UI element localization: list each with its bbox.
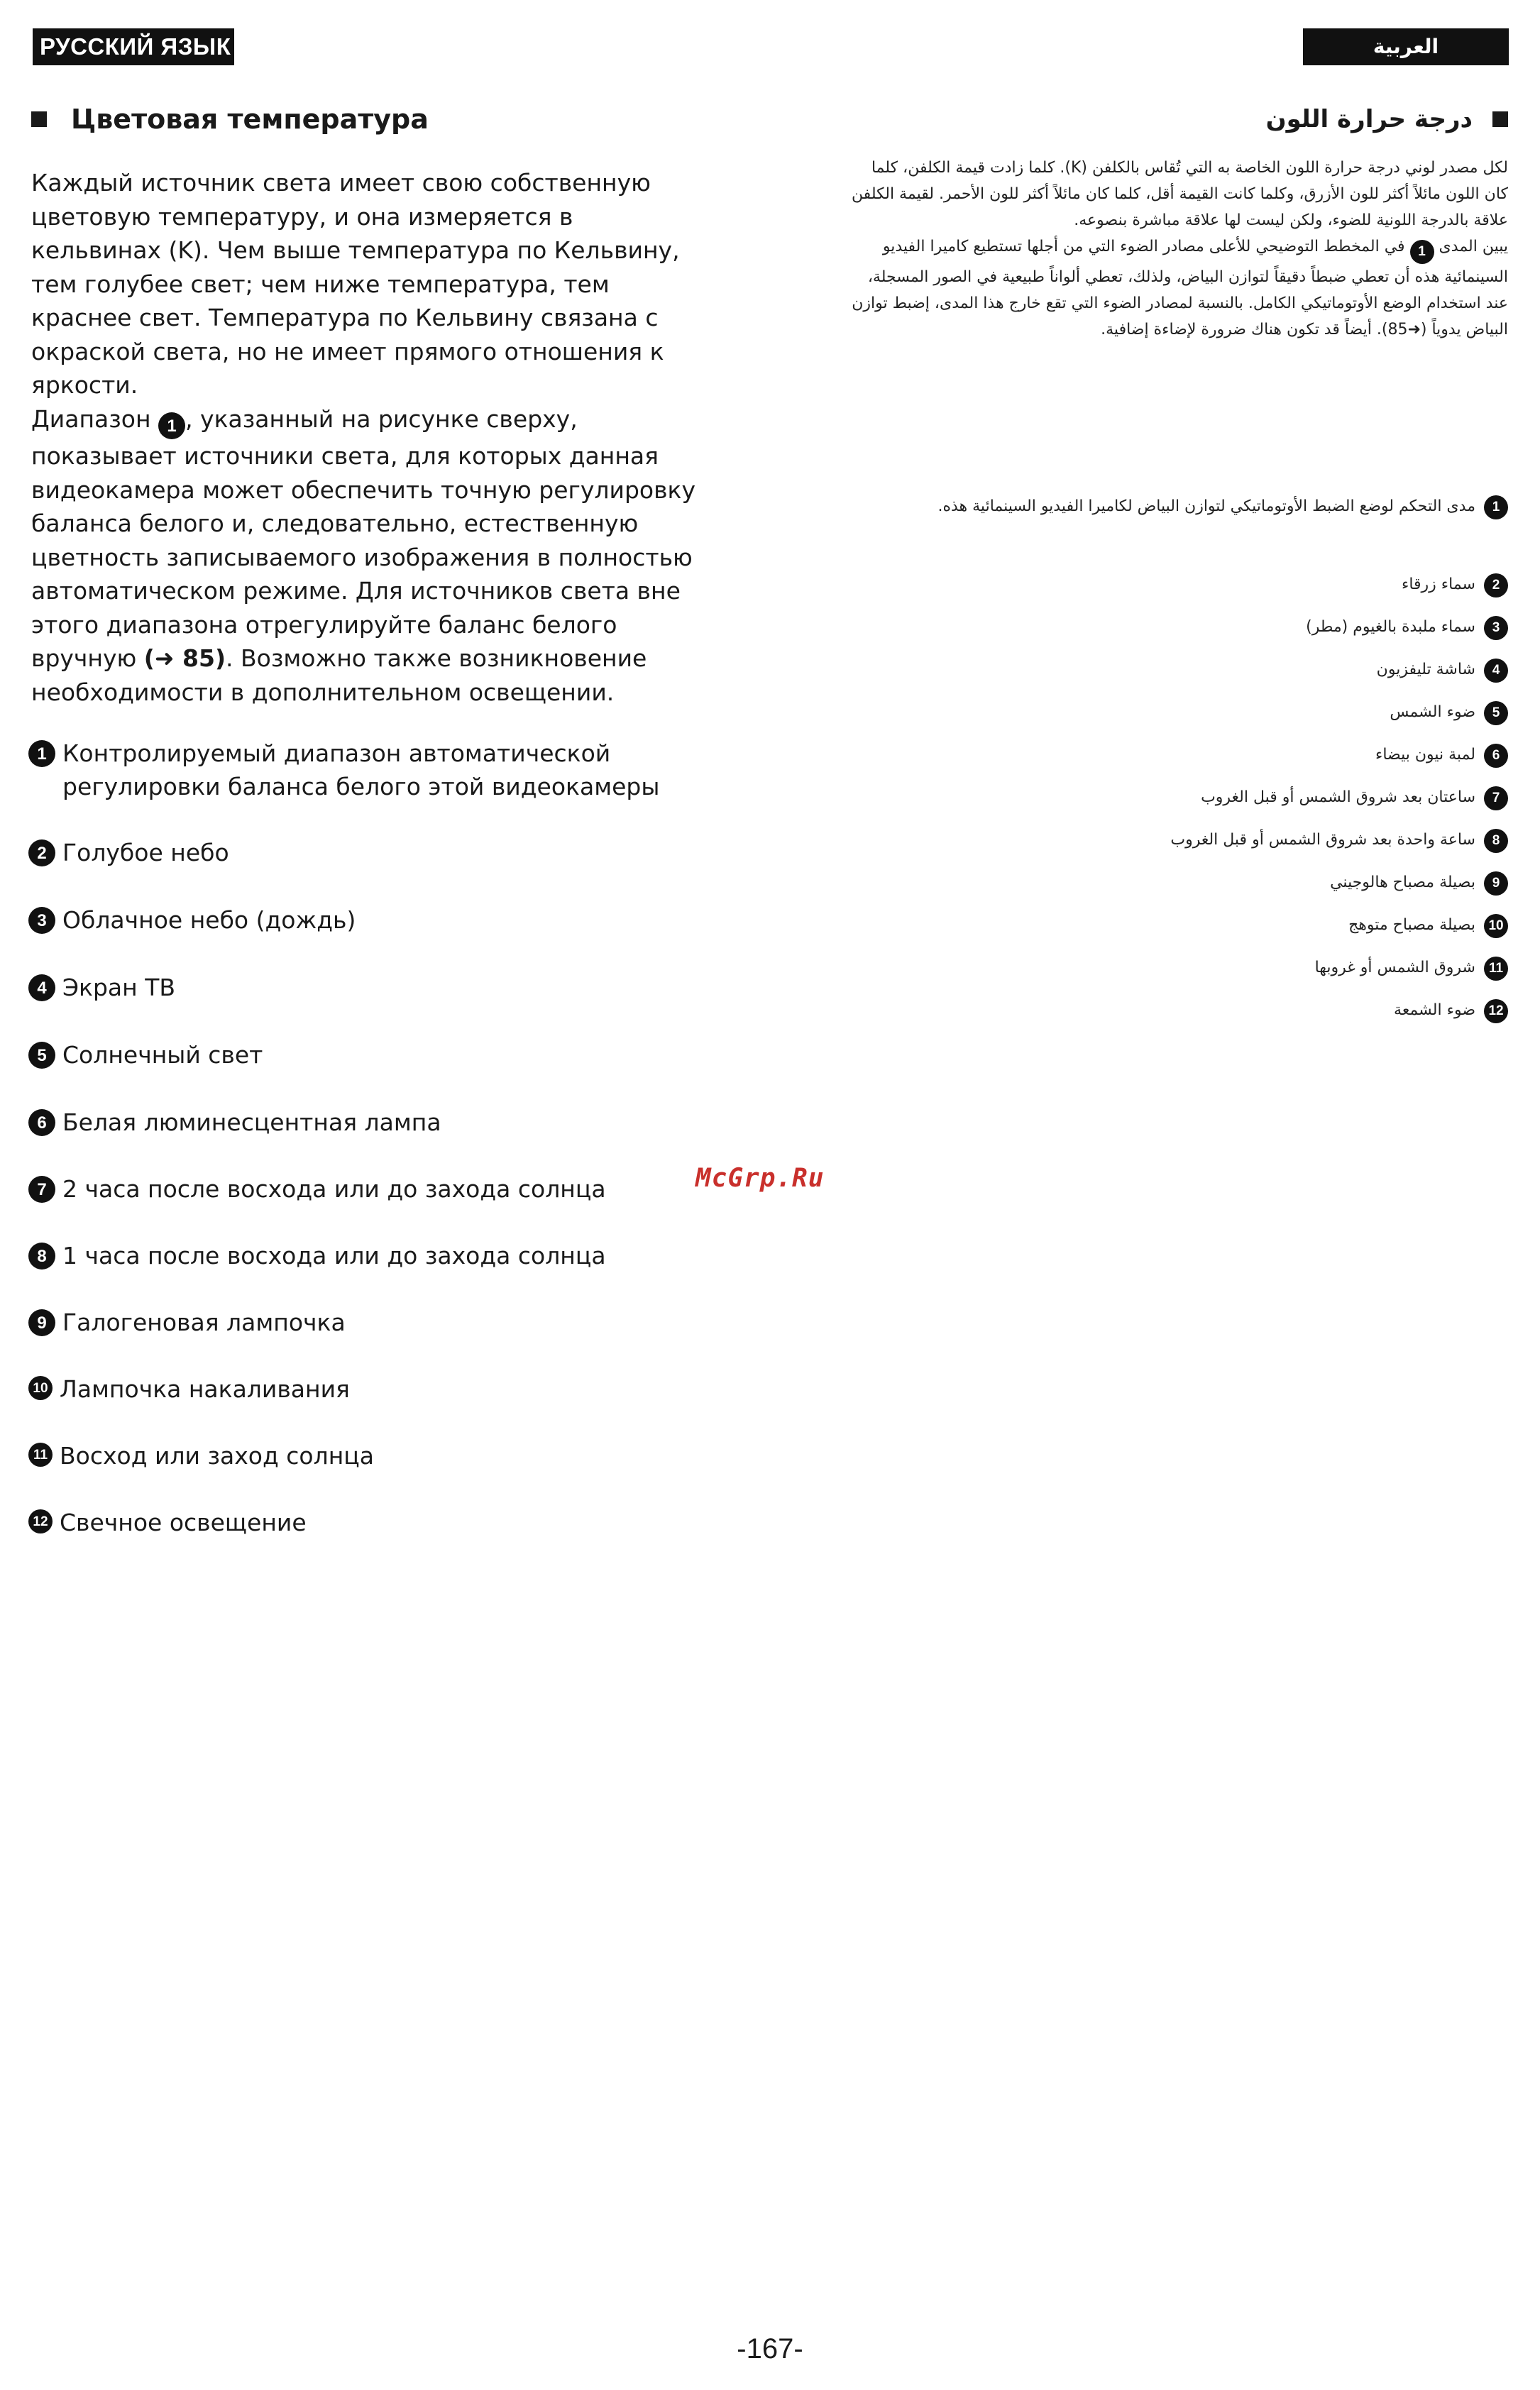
paragraph-2-start-ar: يبين المدى	[1434, 238, 1508, 255]
number-6-icon: 6	[1484, 744, 1508, 768]
paragraph-2-end: . Возможно также возникновение необходимости в дополнительном освещении.	[31, 644, 647, 706]
number-11-icon: 11	[1484, 957, 1508, 981]
list-item	[845, 657, 1508, 683]
number-4-icon: 4	[1484, 659, 1508, 683]
list-item	[28, 1439, 710, 1472]
list-item	[28, 903, 710, 937]
list-item	[28, 1172, 710, 1206]
list-item	[28, 1239, 710, 1272]
paragraph-1-ar: لكل مصدر لوني درجة حرارة اللون الخاصة به التي تُقاس بالكلفن (K). كلما زادت قيمة الكلفن، كلما كان اللون مائلاً أكثر للون الأزرق، وكلما كانت القيمة أقل، كلما كان مائلاً أكثر للون الأحمر. لقيمة الكلفن علاقة بالدرجة اللونية للضوء، ولكن ليست لها علاقة مباشرة بنصوعه.	[851, 159, 1508, 229]
list-item-text: ساعة واحدة بعد شروق الشمس أو قبل الغروب	[1170, 831, 1475, 849]
section-title-ru	[31, 99, 705, 139]
page-reference: (➜ 85)	[143, 644, 226, 673]
number-9-icon: 9	[28, 1309, 55, 1336]
list-item	[28, 1506, 710, 1539]
paragraph-2-end-ar: في المخطط التوضيحي للأعلى مصادر الضوء التي من أجلها تستطيع كاميرا الفيديو السينمائية هذه أن تعطي ضبطاً دقيقاً لتوازن البياض، ولذلك، تعطي ألواناً طبيعية في الصور المسجلة، عند استخدام الوضع الأوتوماتيكي الكامل. بالنسبة لمصادر الضوء التي تقع خارج هذا المدى، إضبط توازن البياض يدوياً (➜85). أيضاً قد تكون هناك ضرورة لإضاءة إضافية.	[852, 238, 1508, 338]
list-item-text: شروق الشمس أو غروبها	[1314, 959, 1475, 976]
list-item	[28, 1038, 710, 1072]
number-10-icon: 10	[1484, 914, 1508, 938]
number-7-icon: 7	[1484, 786, 1508, 810]
list-item	[845, 913, 1508, 938]
list-item-text: Голубое небо	[62, 839, 229, 866]
marker-1-icon: 1	[1410, 240, 1434, 264]
list-item-text: بصيلة مصباح متوهج	[1348, 916, 1475, 934]
list-item	[845, 955, 1508, 981]
number-12-icon: 12	[28, 1509, 53, 1533]
number-5-icon: 5	[1484, 701, 1508, 725]
section-title-ru-text: Цветовая температура	[71, 104, 429, 135]
list-item-text: Облачное небо (дождь)	[62, 906, 356, 934]
list-item	[28, 971, 710, 1004]
number-4-icon: 4	[28, 974, 55, 1001]
bullet-square-icon	[1492, 111, 1508, 127]
list-item-text: 2 часа после восхода или до захода солнца	[62, 1175, 606, 1203]
number-8-icon: 8	[1484, 829, 1508, 853]
list-item-text: Экран ТВ	[62, 974, 176, 1001]
list-item	[845, 870, 1508, 896]
number-3-icon: 3	[1484, 616, 1508, 640]
list-item-text: ضوء الشمس	[1390, 703, 1475, 721]
page-number: -167-	[737, 2333, 803, 2364]
list-item-text: Галогеновая лампочка	[62, 1309, 346, 1336]
paragraph-2-ru	[31, 402, 705, 710]
list-item	[28, 1372, 710, 1406]
number-9-icon: 9	[1484, 871, 1508, 896]
list-item	[28, 1106, 710, 1139]
arabic-column	[845, 99, 1508, 343]
list-item	[28, 836, 710, 869]
list-item-text: Свечное освещение	[60, 1509, 307, 1536]
bullet-square-icon	[31, 111, 47, 127]
list-item-text: Лампочка накаливания	[60, 1375, 350, 1403]
list-item	[845, 998, 1508, 1023]
number-5-icon: 5	[28, 1042, 55, 1069]
list-item-text: Контролируемый диапазон автоматической регулировки баланса белого этой видеокамеры	[62, 739, 660, 800]
list-item	[845, 742, 1508, 768]
list-item-text: 1 часа после восхода или до захода солнца	[62, 1242, 606, 1270]
paragraph-2-ar	[845, 233, 1508, 343]
list-item-text: بصيلة مصباح هالوجيني	[1330, 874, 1475, 891]
list-item-text: Восход или заход солнца	[60, 1442, 374, 1470]
list-item-text: لمبة نيون بيضاء	[1375, 746, 1475, 764]
intro-paragraph-ru	[31, 166, 705, 709]
list-item-text: ساعتان بعد شروق الشمس أو قبل الغروب	[1201, 788, 1475, 806]
list-item	[845, 785, 1508, 810]
list-item	[845, 615, 1508, 640]
list-item-text: مدى التحكم لوضع الضبط الأوتوماتيكي لتوازن البياض لكاميرا الفيديو السينمائية هذه.	[937, 497, 1475, 515]
number-1-icon: 1	[28, 740, 55, 767]
number-3-icon: 3	[28, 907, 55, 934]
list-item-text: سماء زرقاء	[1401, 576, 1475, 593]
number-2-icon: 2	[1484, 573, 1508, 598]
watermark: McGrp.Ru	[695, 1164, 825, 1193]
list-item-text: ضوء الشمعة	[1394, 1001, 1475, 1019]
number-6-icon: 6	[28, 1109, 55, 1136]
intro-paragraph-ar	[845, 155, 1508, 343]
number-2-icon: 2	[28, 839, 55, 866]
number-10-icon: 10	[28, 1376, 53, 1400]
number-11-icon: 11	[28, 1443, 53, 1467]
number-7-icon: 7	[28, 1176, 55, 1203]
list-item	[845, 572, 1508, 598]
list-item	[845, 700, 1508, 725]
russian-column	[31, 99, 705, 709]
section-title-ar	[845, 99, 1508, 139]
list-item-text: شاشة تليفزيون	[1376, 661, 1475, 678]
marker-1-icon: 1	[158, 412, 185, 439]
number-1-icon: 1	[1484, 495, 1508, 519]
paragraph-2-middle: , указанный на рисунке сверху, показывает источники света, для которых данная видеокамера может обеспечить точную регулировку баланса белого и, следовательно, естественную цветность записываемого изображения в полностью автоматическом режиме. Для источников света вне этого диапазона отрегулируйте баланс белого вручную	[31, 404, 696, 673]
paragraph-2-start: Диапазон	[31, 404, 159, 433]
list-item	[28, 1306, 710, 1339]
list-item	[28, 737, 710, 803]
list-item	[845, 494, 1508, 519]
number-8-icon: 8	[28, 1243, 55, 1270]
list-item-text: Белая люминесцентная лампа	[62, 1108, 441, 1136]
language-tab-russian: РУССКИЙ ЯЗЫК	[33, 28, 234, 65]
list-item-text: Солнечный свет	[62, 1041, 263, 1069]
language-tab-arabic: العربية	[1303, 28, 1509, 65]
list-item	[845, 827, 1508, 853]
section-title-ar-text: درجة حرارة اللون	[1265, 105, 1473, 133]
paragraph-1-ru: Каждый источник света имеет свою собственную цветовую температуру, и она измеряется в кельвинах (K). Чем выше температура по Кельвину, тем голубее свет; чем ниже температура, тем краснее свет. Температура по Кельвину связана с окраской света, но не имеет прямого отношения к яркости.	[31, 169, 680, 399]
list-item-text: سماء ملبدة بالغيوم (مطر)	[1306, 618, 1475, 636]
number-12-icon: 12	[1484, 999, 1508, 1023]
